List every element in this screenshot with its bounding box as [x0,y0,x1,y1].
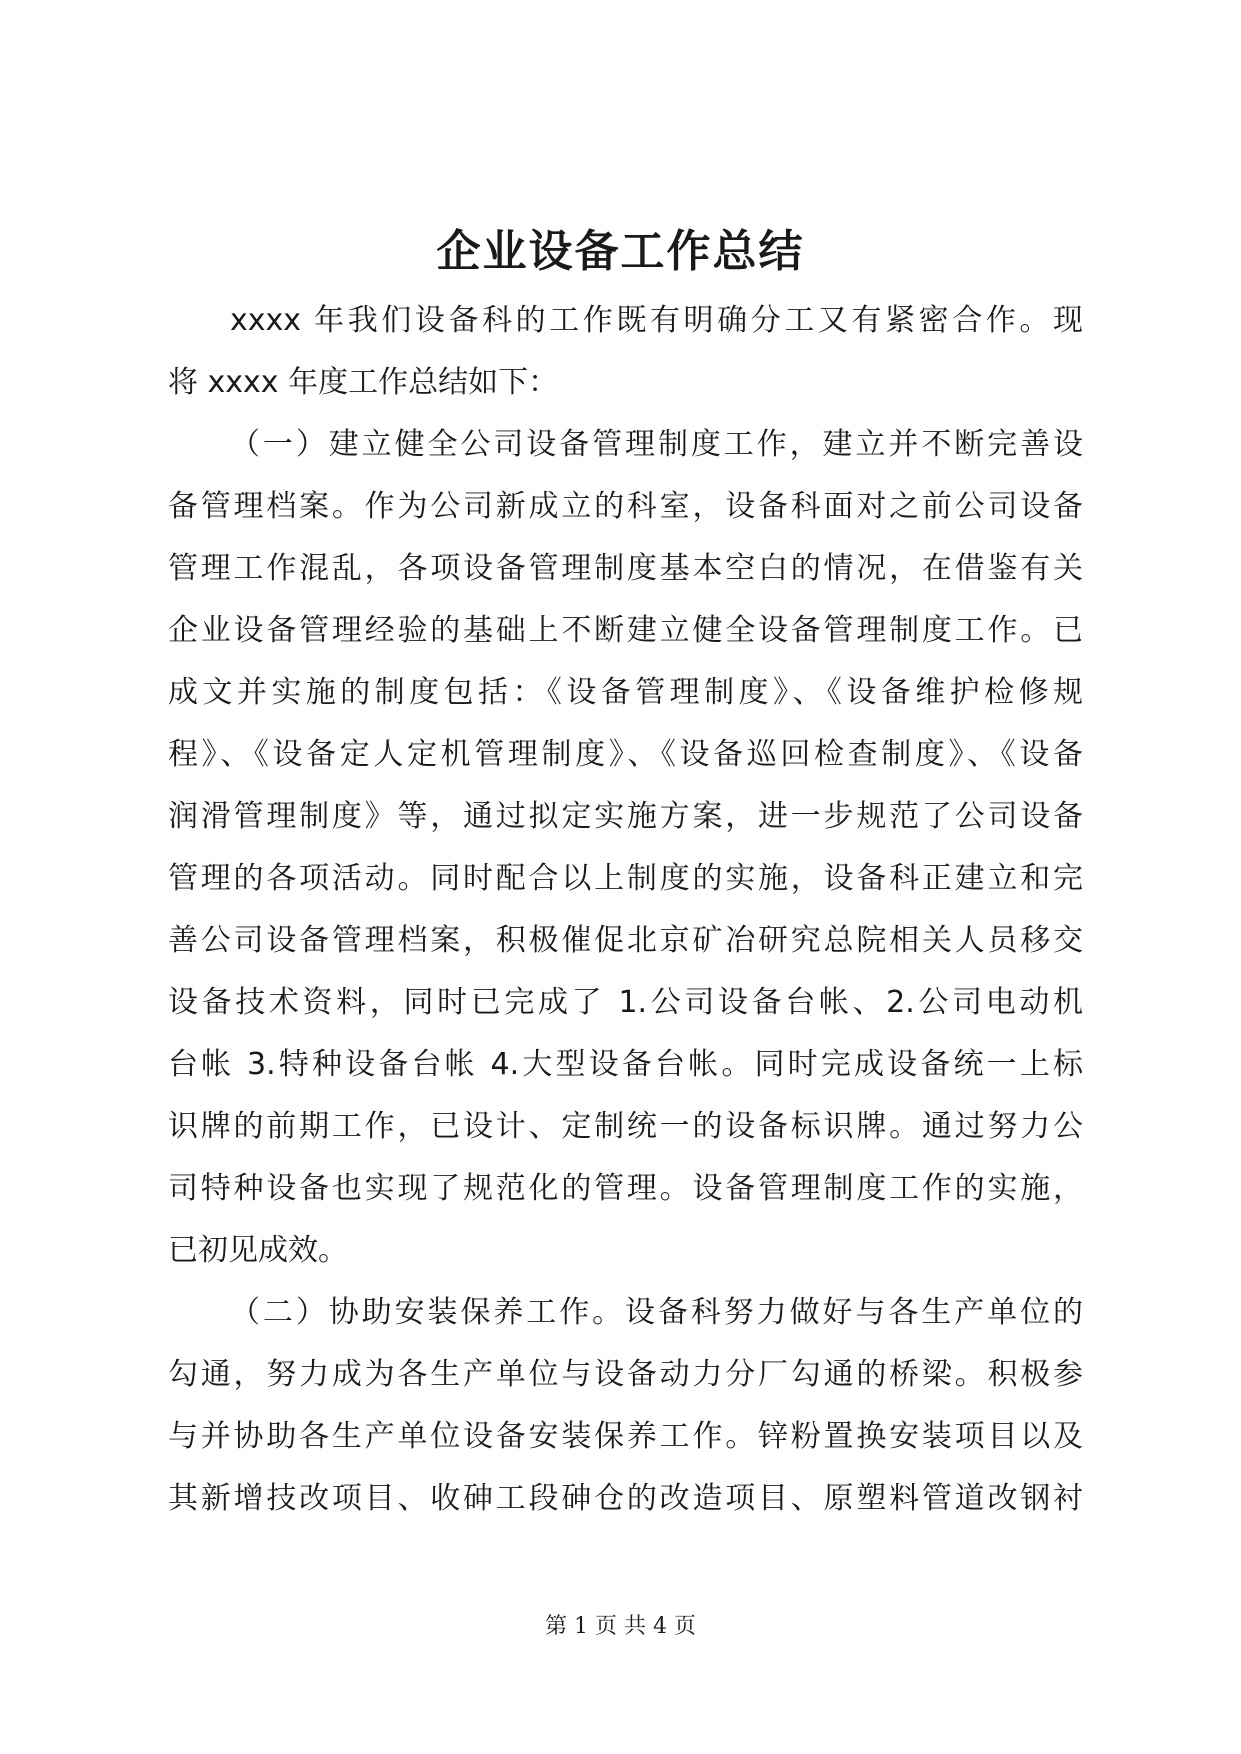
document-body [168,290,1083,1530]
body-line: xxxx 年我们设备科的工作既有明确分工又有紧密合作。现 [230,303,1083,338]
body-line: （一）建立健全公司设备管理制度工作，建立并不断完善设 [230,427,1083,462]
body-line: 成文并实施的制度包括：《设备管理制度》、《设备维护检修规 [168,675,1083,710]
body-line: 善公司设备管理档案，积极催促北京矿冶研究总院相关人员移交 [168,923,1083,958]
body-line: 勾通，努力成为各生产单位与设备动力分厂勾通的桥梁。积极参 [168,1357,1083,1392]
body-line: （二）协助安装保养工作。设备科努力做好与各生产单位的 [230,1295,1083,1330]
body-line: 司特种设备也实现了规范化的管理。设备管理制度工作的实施， [168,1171,1083,1206]
body-line: 企业设备管理经验的基础上不断建立健全设备管理制度工作。已 [168,613,1083,648]
body-line: 程》、《设备定人定机管理制度》、《设备巡回检查制度》、《设备 [168,737,1083,772]
body-line: 管理的各项活动。同时配合以上制度的实施，设备科正建立和完 [168,861,1083,896]
document-title: 企业设备工作总结 [436,226,805,277]
body-line: 台帐 3.特种设备台帐 4.大型设备台帐。同时完成设备统一上标 [168,1047,1083,1082]
body-line: 与并协助各生产单位设备安装保养工作。锌粉置换安装项目以及 [168,1419,1083,1454]
body-line: 将 xxxx 年度工作总结如下： [168,365,559,400]
body-line: 已初见成效。 [168,1233,348,1268]
body-line: 其新增技改项目、收砷工段砷仓的改造项目、原塑料管道改钢衬 [168,1481,1083,1516]
body-line: 润滑管理制度》等，通过拟定实施方案，进一步规范了公司设备 [168,799,1083,834]
body-line: 识牌的前期工作，已设计、定制统一的设备标识牌。通过努力公 [168,1109,1083,1144]
body-line: 管理工作混乱，各项设备管理制度基本空白的情况，在借鉴有关 [168,551,1083,586]
page-footer: 第 1 页 共 4 页 [545,1614,696,1639]
body-line: 备管理档案。作为公司新成立的科室，设备科面对之前公司设备 [168,489,1083,524]
body-line: 设备技术资料，同时已完成了 1.公司设备台帐、2.公司电动机 [168,985,1083,1020]
